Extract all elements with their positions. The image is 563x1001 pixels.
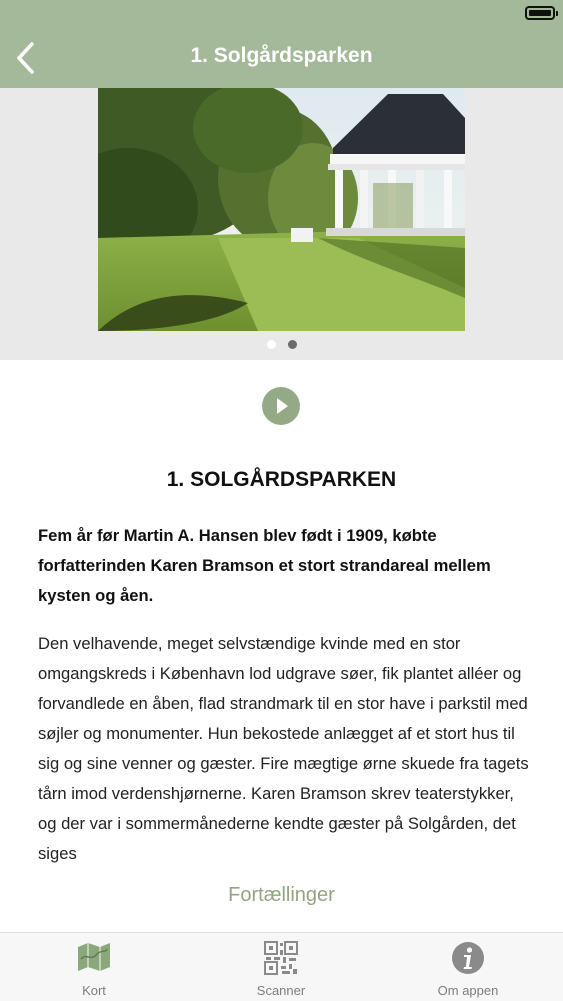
page-dot[interactable] bbox=[267, 340, 276, 349]
info-icon bbox=[451, 941, 485, 975]
tab-bar bbox=[0, 932, 563, 1001]
tab-about[interactable] bbox=[398, 933, 538, 1001]
tab-label: Scanner bbox=[256, 983, 306, 998]
tab-label: Kort bbox=[82, 983, 106, 998]
stories-link[interactable]: Fortællinger bbox=[228, 884, 335, 906]
play-button[interactable] bbox=[262, 387, 300, 425]
article-body: Den velhavende, meget selvstændige kvinde med en stor omgangskreds i København lod udgrave søer, fik plantet alléer og forvandlede en åben, flad strandmark til en stor have i parkstil med søjler og monumenter. Hun bekostede anlægget af et stort hus til sig og sine venner og gæster. Fire mægtige ørne skuede fra tagets tårn imod verdenshjørnerne. Karen Bramson skrev teaterstykker, og der var i sommermånederne kendte gæster på Solgården, det siges bbox=[38, 634, 529, 863]
image-gallery[interactable] bbox=[0, 88, 563, 360]
tab-scanner[interactable] bbox=[211, 933, 351, 1001]
qr-code-icon bbox=[264, 941, 298, 975]
page-indicator[interactable] bbox=[0, 340, 563, 349]
page-dot-active[interactable] bbox=[288, 340, 297, 349]
map-icon bbox=[76, 941, 112, 973]
tab-label: Om appen bbox=[437, 983, 499, 998]
gallery-photo bbox=[98, 88, 465, 331]
tab-map[interactable] bbox=[24, 933, 164, 1001]
page-title: 1. Solgårdsparken bbox=[190, 44, 373, 67]
battery-icon bbox=[525, 6, 555, 20]
navigation-bar bbox=[0, 0, 563, 88]
article-lead: Fem år før Martin A. Hansen blev født i 1909, købte forfatterinden Karen Bramson et stort strandareal mellem kysten og åen. bbox=[38, 526, 491, 605]
article-heading: 1. SOLGÅRDSPARKEN bbox=[166, 468, 397, 491]
